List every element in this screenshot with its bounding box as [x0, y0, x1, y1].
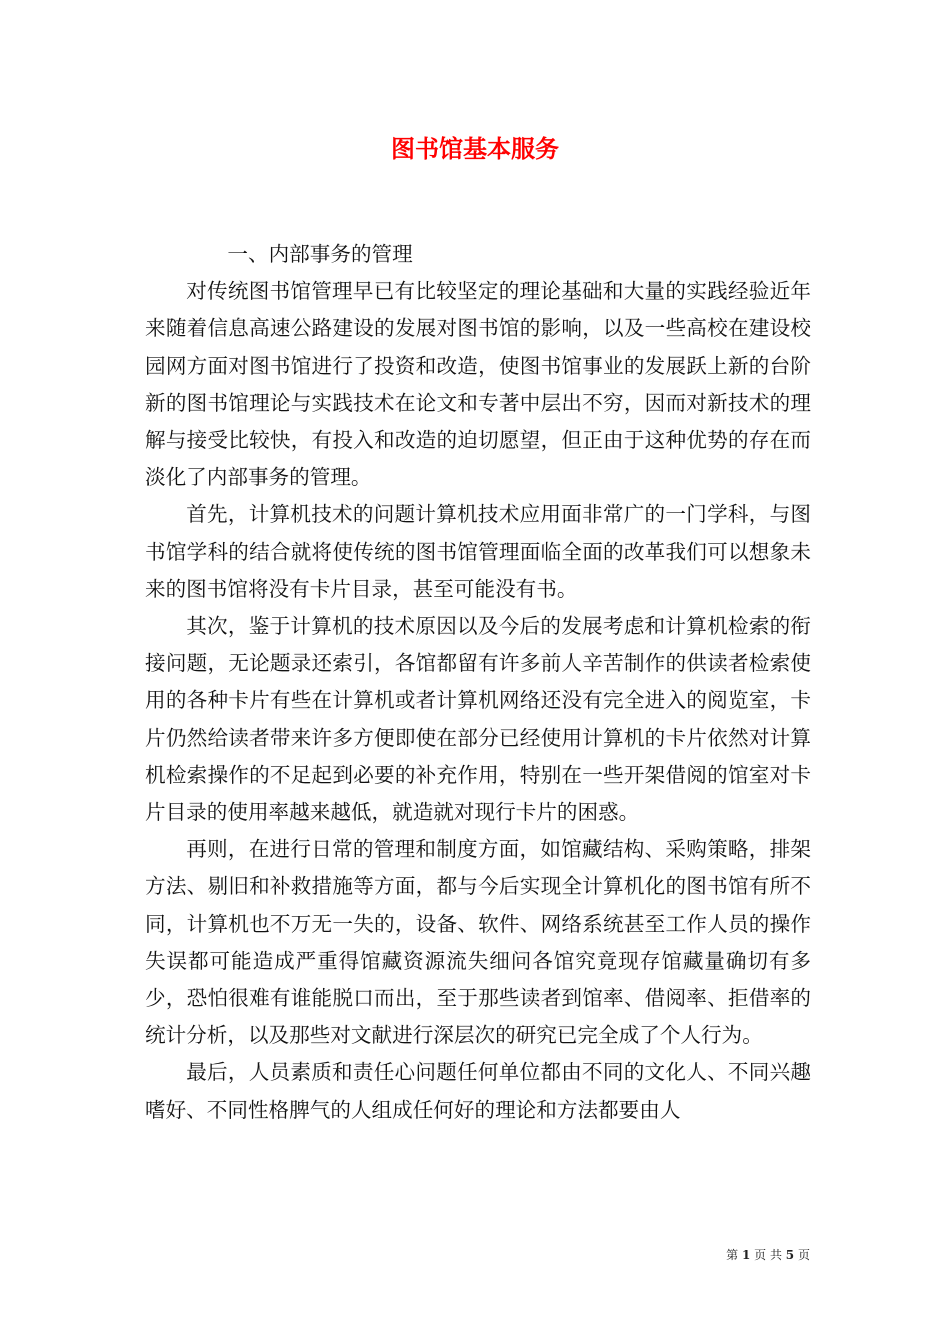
- document-body: [145, 236, 811, 1129]
- total-page-count: 5: [785, 1248, 795, 1262]
- footer-middle: 页 共: [754, 1248, 782, 1262]
- section-heading: 一、内部事务的管理: [227, 242, 413, 266]
- paragraph: 首先，计算机技术的问题计算机技术应用面非常广的一门学科，与图书馆学科的结合就将使传统的图书馆管理面临全面的改革我们可以想象未来的图书馆将没有卡片目录，甚至可能没有书。: [145, 502, 811, 601]
- footer-suffix: 页: [797, 1248, 810, 1262]
- footer-prefix: 第: [726, 1248, 739, 1262]
- paragraph: 最后，人员素质和责任心问题任何单位都由不同的文化人、不同兴趣嗜好、不同性格脾气的人组成任何好的理论和方法都要由人: [145, 1060, 811, 1122]
- document-title: 图书馆基本服务: [391, 134, 559, 163]
- paragraph: 其次，鉴于计算机的技术原因以及今后的发展考虑和计算机检索的衔接问题，无论题录还索引，各馆都留有许多前人辛苦制作的供读者检索使用的各种卡片有些在计算机或者计算机网络还没有完全进入的阅览室，卡片仍然给读者带来许多方便即使在部分已经使用计算机的卡片依然对计算机检索操作的不足起到必要的补充作用，特别在一些开架借阅的馆室对卡片目录的使用率越来越低，就造就对现行卡片的困惑。: [145, 614, 811, 825]
- paragraph: 再则，在进行日常的管理和制度方面，如馆藏结构、采购策略，排架方法、剔旧和补救措施等方面，都与今后实现全计算机化的图书馆有所不同，计算机也不万无一失的，设备、软件、网络系统甚至工作人员的操作失误都可能造成严重得馆藏资源流失细问各馆究竟现存馆藏量确切有多少，恐怕很难有谁能脱口而出，至于那些读者到馆率、借阅率、拒借率的统计分析，以及那些对文献进行深层次的研究已完全成了个人行为。: [145, 837, 811, 1048]
- page-number-footer: [700, 1247, 810, 1263]
- paragraph: 对传统图书馆管理早已有比较坚定的理论基础和大量的实践经验近年来随着信息高速公路建设的发展对图书馆的影响，以及一些高校在建设校园网方面对图书馆进行了投资和改造，使图书馆事业的发展跃上新的台阶新的图书馆理论与实践技术在论文和专著中层出不穷，因而对新技术的理解与接受比较快，有投入和改造的迫切愿望，但正由于这种优势的存在而淡化了内部事务的管理。: [145, 279, 811, 490]
- current-page-number: 1: [741, 1248, 751, 1262]
